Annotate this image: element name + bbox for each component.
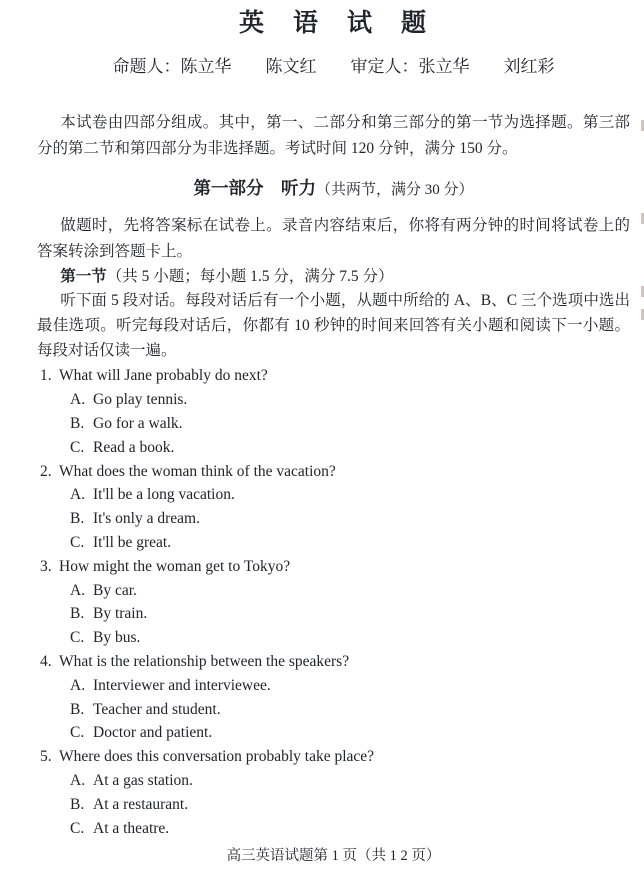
section1-heading-note: （共 5 小题；每小题 1.5 分，满分 7.5 分） — [106, 268, 394, 285]
question-text: Where does this conversation probably take place? — [59, 748, 375, 766]
part1-instructions: 做题时，先将答案标在试卷上。录音内容结束后，你将有两分钟的时间将试卷上的答案转涂到答题卡上。 — [37, 217, 630, 260]
option-label: C. — [70, 819, 85, 837]
byline: 命题人：陈立华 陈文红 审定人：张立华 刘红彩 — [112, 57, 555, 76]
option-label: B. — [70, 795, 85, 813]
option-text: At a gas station. — [93, 771, 193, 789]
question-number: 2. — [40, 462, 52, 480]
option-text: Go play tennis. — [93, 391, 188, 409]
option-text: Teacher and student. — [93, 700, 221, 718]
option-line — [37, 721, 630, 745]
option-text: Read a book. — [93, 438, 175, 456]
option-text: At a restaurant. — [93, 795, 189, 813]
option-label: C. — [70, 724, 85, 742]
part1-heading-note: （共两节，满分 30 分） — [315, 182, 474, 198]
option-text: Doctor and patient. — [93, 724, 213, 742]
question-text: How might the woman get to Tokyo? — [59, 557, 291, 575]
option-line — [37, 817, 630, 841]
option-line — [37, 602, 630, 626]
option-text: It'll be a long vacation. — [93, 486, 235, 504]
question-line — [37, 650, 630, 674]
intro-paragraph: 本试卷由四部分组成。其中，第一、二部分和第三部分的第一节为选择题。第三部分的第二节和第四部分为非选择题。考试时间 120 分钟，满分 150 分。 — [37, 114, 630, 157]
option-line — [37, 769, 630, 793]
option-line — [37, 483, 630, 507]
question-block-4 — [37, 650, 630, 745]
question-block-1 — [37, 364, 630, 459]
option-text: Interviewer and interviewee. — [93, 676, 271, 694]
section1-heading — [37, 264, 630, 289]
question-number: 5. — [40, 748, 52, 766]
question-block-5 — [37, 745, 630, 840]
option-text: By car. — [93, 581, 137, 599]
option-label: C. — [70, 629, 85, 647]
option-text: By train. — [93, 605, 148, 623]
question-number: 4. — [40, 652, 52, 670]
option-label: C. — [70, 533, 85, 551]
option-label: B. — [70, 700, 85, 718]
option-line — [37, 507, 630, 531]
option-line — [37, 412, 630, 436]
option-line — [37, 698, 630, 722]
option-label: B. — [70, 510, 85, 528]
option-line — [37, 531, 630, 555]
option-line — [37, 626, 630, 650]
part1-heading-title: 第一部分 听力 — [193, 178, 316, 198]
option-text: It's only a dream. — [93, 510, 200, 528]
option-line — [37, 436, 630, 460]
question-text: What will Jane probably do next? — [59, 367, 268, 385]
section1-heading-title: 第一节 — [60, 268, 107, 285]
option-label: A. — [70, 771, 86, 789]
option-text: At a theatre. — [93, 819, 170, 837]
option-text: It'll be great. — [93, 533, 172, 551]
option-label: B. — [70, 414, 85, 432]
option-line — [37, 674, 630, 698]
option-line — [37, 388, 630, 412]
question-list — [37, 364, 630, 840]
section1-instructions: 听下面 5 段对话。每段对话后有一个小题，从题中所给的 A、B、C 三个选项中选出最佳选项。听完每段对话后，你都有 10 秒钟的时间来回答有关小题和阅读下一小题。每段对话仅读一遍。 — [37, 292, 630, 359]
part1-heading — [37, 173, 630, 205]
question-line — [37, 745, 630, 769]
option-label: A. — [70, 391, 86, 409]
question-line — [37, 460, 630, 484]
question-text: What is the relationship between the speakers? — [59, 652, 350, 670]
option-text: Go for a walk. — [93, 414, 183, 432]
question-line — [37, 364, 630, 388]
question-number: 3. — [40, 557, 52, 575]
page-title: 英 语 试 题 — [238, 10, 428, 37]
option-label: C. — [70, 438, 85, 456]
question-number: 1. — [40, 367, 52, 385]
option-label: A. — [70, 676, 86, 694]
question-block-2 — [37, 460, 630, 555]
option-label: A. — [70, 581, 86, 599]
option-label: A. — [70, 486, 86, 504]
option-label: B. — [70, 605, 85, 623]
page-footer: 高三英语试题第 1 页（共 1 2 页） — [226, 848, 441, 865]
question-text: What does the woman think of the vacation? — [59, 462, 336, 480]
question-block-3 — [37, 555, 630, 650]
option-line — [37, 793, 630, 817]
option-text: By bus. — [93, 629, 141, 647]
option-line — [37, 579, 630, 603]
question-line — [37, 555, 630, 579]
